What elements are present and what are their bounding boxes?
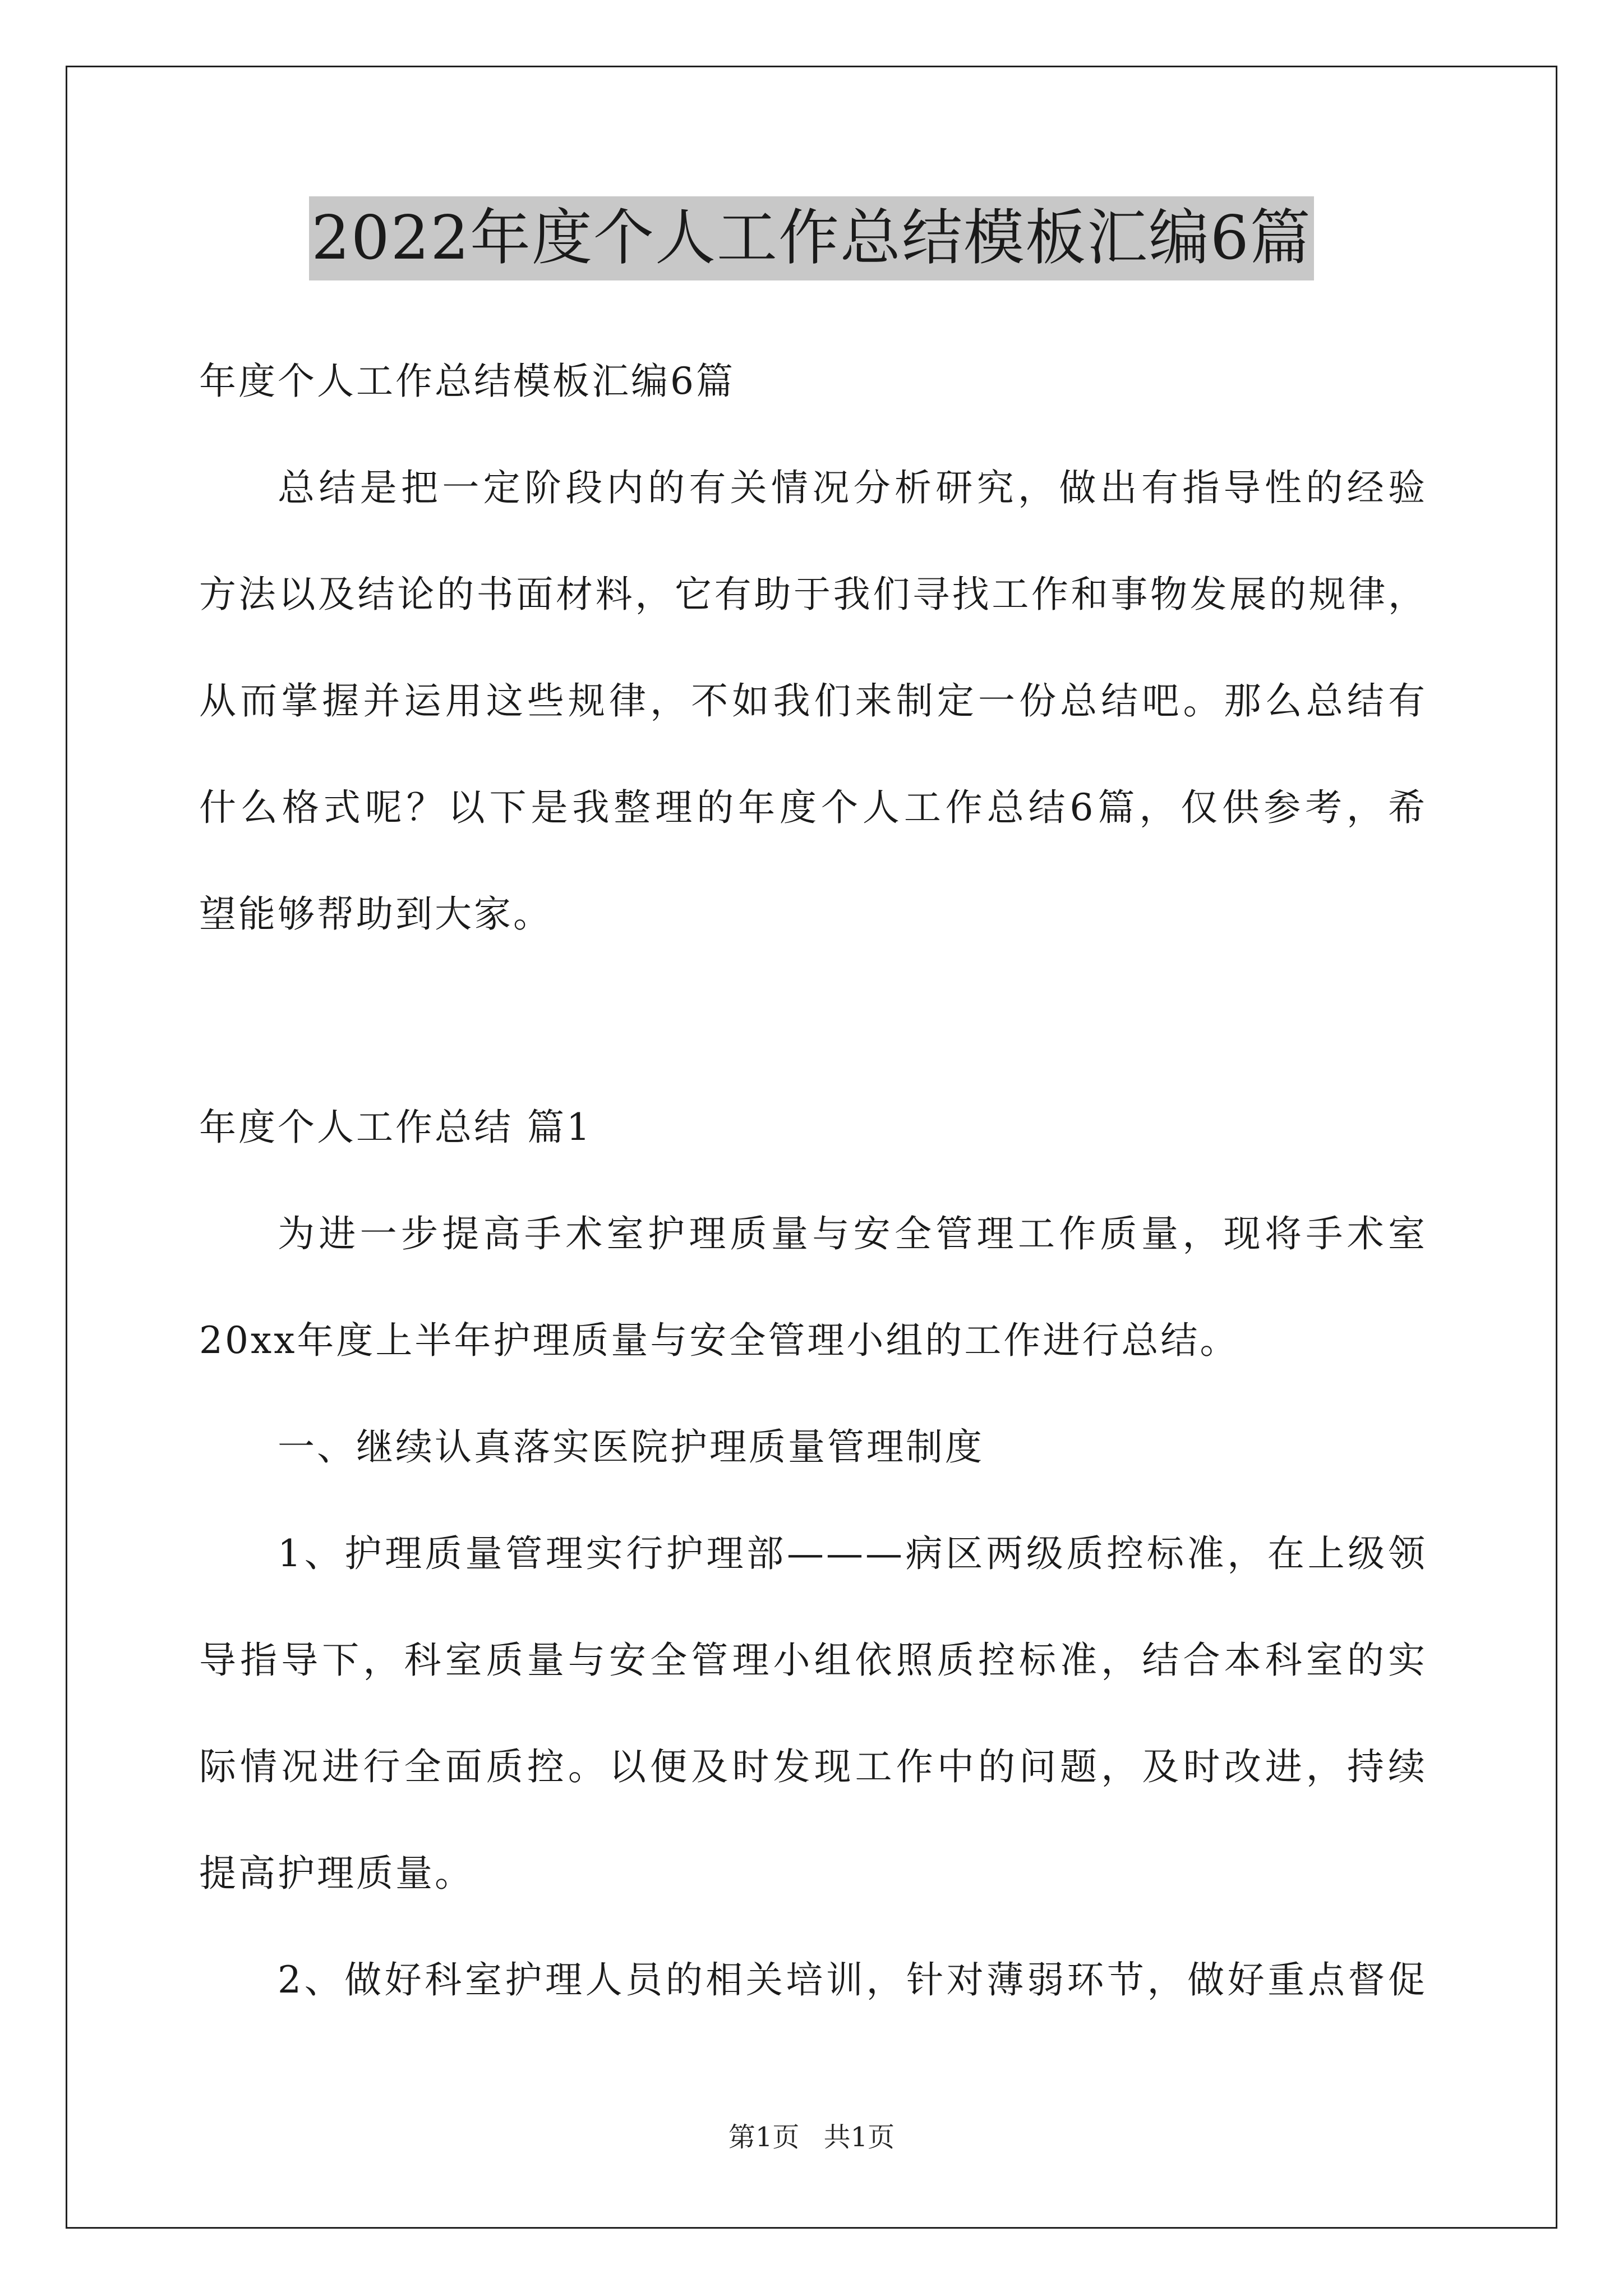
paragraph-spacer <box>199 968 1427 1074</box>
intro-line-3: 从而掌握并运用这些规律，不如我们来制定一份总结吧。那么总结有 <box>199 679 1427 723</box>
title-wrap <box>0 196 1623 280</box>
document-title: 2022年度个人工作总结模板汇编6篇 <box>309 196 1314 280</box>
section-line-5: 导指导下，科室质量与安全管理小组依照质控标准，结合本科室的实 <box>199 1639 1427 1682</box>
section-line-6: 际情况进行全面质控。以便及时发现工作中的问题，及时改进，持续 <box>199 1745 1427 1788</box>
section-line-2: 20xx年度上半年护理质量与安全管理小组的工作进行总结。 <box>199 1319 1239 1362</box>
page-total: 共1页 <box>823 2122 895 2153</box>
section-heading: 年度个人工作总结 篇1 <box>199 1106 592 1149</box>
intro-line-2: 方法以及结论的书面材料，它有助于我们寻找工作和事物发展的规律， <box>199 573 1427 616</box>
section-line-7: 提高护理质量。 <box>199 1852 474 1895</box>
intro-line-5: 望能够帮助到大家。 <box>199 892 552 936</box>
section-line-1: 为进一步提高手术室护理质量与安全管理工作质量，现将手术室 <box>278 1212 1427 1255</box>
section-line-3: 一、继续认真落实医院护理质量管理制度 <box>278 1425 984 1469</box>
intro-line-1: 总结是把一定阶段内的有关情况分析研究，做出有指导性的经验 <box>278 466 1427 509</box>
section-line-4: 1、护理质量管理实行护理部———病区两级质控标准，在上级领 <box>278 1532 1427 1575</box>
page-number: 第1页 <box>728 2122 800 2153</box>
subtitle: 年度个人工作总结模板汇编6篇 <box>199 360 735 403</box>
section-line-8: 2、做好科室护理人员的相关培训，针对薄弱环节，做好重点督促 <box>278 1958 1427 2001</box>
document-body <box>199 328 1427 2033</box>
intro-line-4: 什么格式呢？以下是我整理的年度个人工作总结6篇，仅供参考，希 <box>199 786 1427 829</box>
page-footer <box>0 2120 1623 2154</box>
